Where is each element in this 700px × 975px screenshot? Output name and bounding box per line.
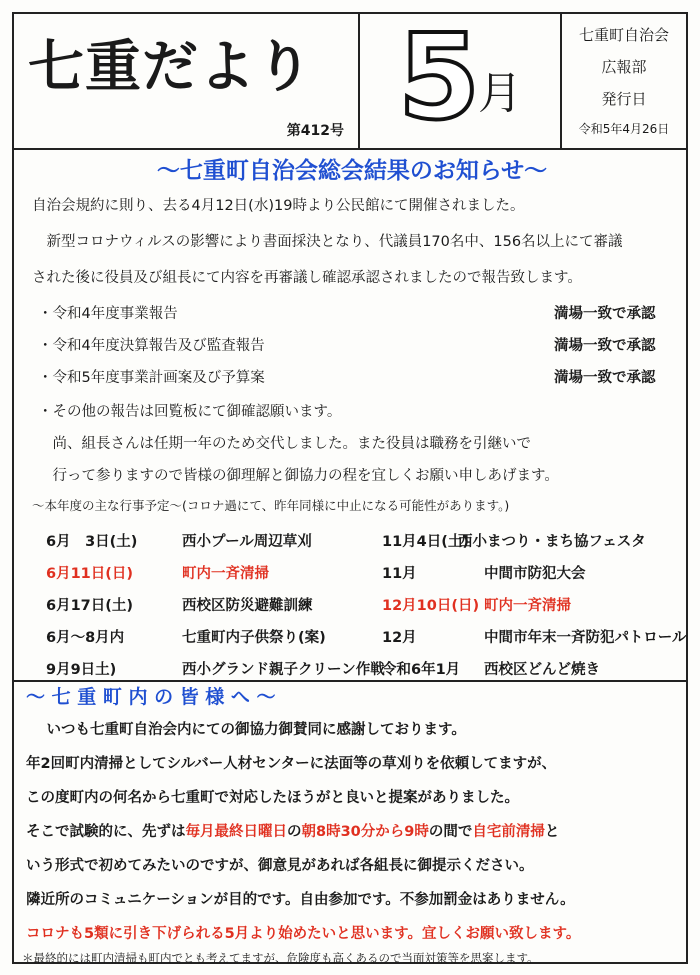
schedule-event: 西校区どんど焼き bbox=[484, 662, 600, 678]
message-line: いつも七重町自治会内にての御協力御賛同に感謝しております。 bbox=[32, 722, 466, 738]
resolution-result: 満場一致で承認 bbox=[554, 370, 656, 386]
resolution-result: 満場一致で承認 bbox=[554, 338, 656, 354]
resolution-item: ・令和4年度事業報告 bbox=[38, 306, 178, 322]
highlight-span: 自宅前清掃 bbox=[472, 824, 545, 840]
text-span: の bbox=[287, 824, 302, 840]
schedule-date: 6月 3日(土) bbox=[46, 534, 138, 550]
section2-title: ～ 七 重 町 内 の 皆 様 へ ～ bbox=[26, 686, 276, 708]
publish-label: 発行日 bbox=[601, 90, 647, 108]
resolution-item: ・令和5年度事業計画案及び予算案 bbox=[38, 370, 265, 386]
schedule-heading: ～本年度の主な行事予定～(コロナ過にて、昨年同様に中止になる可能性があります。) bbox=[32, 498, 510, 513]
newsletter-page bbox=[12, 8, 688, 965]
schedule-date: 11月 bbox=[382, 566, 417, 582]
highlight-span: 毎月最終日曜日 bbox=[185, 824, 287, 840]
schedule-date: 11月4日(土) bbox=[382, 534, 470, 550]
publisher-dept: 広報部 bbox=[601, 58, 647, 76]
resolution-result: 満場一致で承認 bbox=[554, 306, 656, 322]
other-line: ・その他の報告は回覧板にて御確認願います。 bbox=[38, 404, 342, 420]
text-span: そこで試験的に、先ずは bbox=[26, 824, 186, 840]
schedule-event: 西小まつり・まち協フェスタ bbox=[458, 534, 646, 550]
announcement-line: コロナも5類に引き下げられる5月より始めたいと思います。宜しくお願い致します。 bbox=[26, 926, 581, 942]
schedule-date: 令和6年1月 bbox=[382, 662, 461, 678]
schedule-event: 七重町内子供祭り(案) bbox=[182, 630, 326, 646]
message-line-highlight bbox=[26, 820, 559, 841]
schedule-event: 町内一斉清掃 bbox=[484, 598, 571, 614]
schedule-date: 6月17日(土) bbox=[46, 598, 134, 614]
message-line: 隣近所のコミュニケーションが目的です。自由参加です。不参加罰金はありません。 bbox=[26, 892, 575, 908]
schedule-date: 12月 bbox=[382, 630, 417, 646]
other-line: 尚、組長さんは任期一年のため交代しました。また役員は職務を引継いで bbox=[38, 436, 531, 452]
schedule-date: 12月10日(日) bbox=[382, 598, 480, 614]
publisher-cell bbox=[562, 14, 686, 148]
schedule-event: 町内一斉清掃 bbox=[182, 566, 269, 582]
footnote: ＊最終的には町内清掃も町内でとも考えてますが、危険度も高くあるので当面対策等を思案します。 bbox=[22, 951, 539, 965]
intro-line: 新型コロナウィルスの影響により書面採決となり、代議員170名中、156名以上にて審議 bbox=[32, 234, 623, 250]
other-line: 行って参りますので皆様の御理解と御協力の程を宜しくお願い申しあげます。 bbox=[38, 468, 559, 484]
highlight-span: 朝8時30分から9時 bbox=[301, 824, 429, 840]
intro-line: された後に役員及び組長にて内容を再審議し確認承認されましたので報告致します。 bbox=[32, 270, 582, 286]
publish-date: 令和5年4月26日 bbox=[578, 122, 670, 136]
schedule-event: 西小プール周辺草刈 bbox=[182, 534, 312, 550]
message-line: この度町内の何名から七重町で対応したほうがと良いと提案がありました。 bbox=[26, 790, 519, 806]
schedule-date: 6月～8月内 bbox=[46, 630, 125, 646]
message-line: 年2回町内清掃としてシルバー人材センターに法面等の草刈りを依頼してますが、 bbox=[26, 756, 557, 772]
resolution-item: ・令和4年度決算報告及び監査報告 bbox=[38, 338, 265, 354]
title-cell bbox=[14, 14, 360, 148]
section1-title: ～七重町自治会総会結果のお知らせ～ bbox=[156, 158, 548, 184]
publisher-org: 七重町自治会 bbox=[578, 26, 669, 44]
schedule-event: 中間市防犯大会 bbox=[484, 566, 586, 582]
schedule-event: 中間市年末一斉防犯パトロール bbox=[484, 630, 687, 646]
header bbox=[14, 8, 686, 150]
message-line: いう形式で初めてみたいのですが、御意見があれば各組長に御提示ください。 bbox=[26, 858, 534, 874]
intro-line: 自治会規約に則り、去る4月12日(水)19時より公民館にて開催されました。 bbox=[32, 198, 525, 214]
month-number: 5 bbox=[398, 8, 481, 146]
month-cell bbox=[360, 8, 562, 148]
text-span: の間で bbox=[428, 824, 473, 840]
schedule-date: 9月9日土) bbox=[46, 662, 117, 678]
schedule-event: 西小グランド親子クリーン作戦 bbox=[182, 662, 385, 678]
month-suffix: 月 bbox=[478, 68, 522, 119]
issue-number: 第412号 bbox=[286, 123, 344, 139]
schedule-date: 6月11日(日) bbox=[46, 566, 134, 582]
text-span: と bbox=[544, 824, 560, 840]
schedule-event: 西校区防災避難訓練 bbox=[182, 598, 313, 614]
newsletter-title: 七重だより bbox=[28, 35, 313, 100]
